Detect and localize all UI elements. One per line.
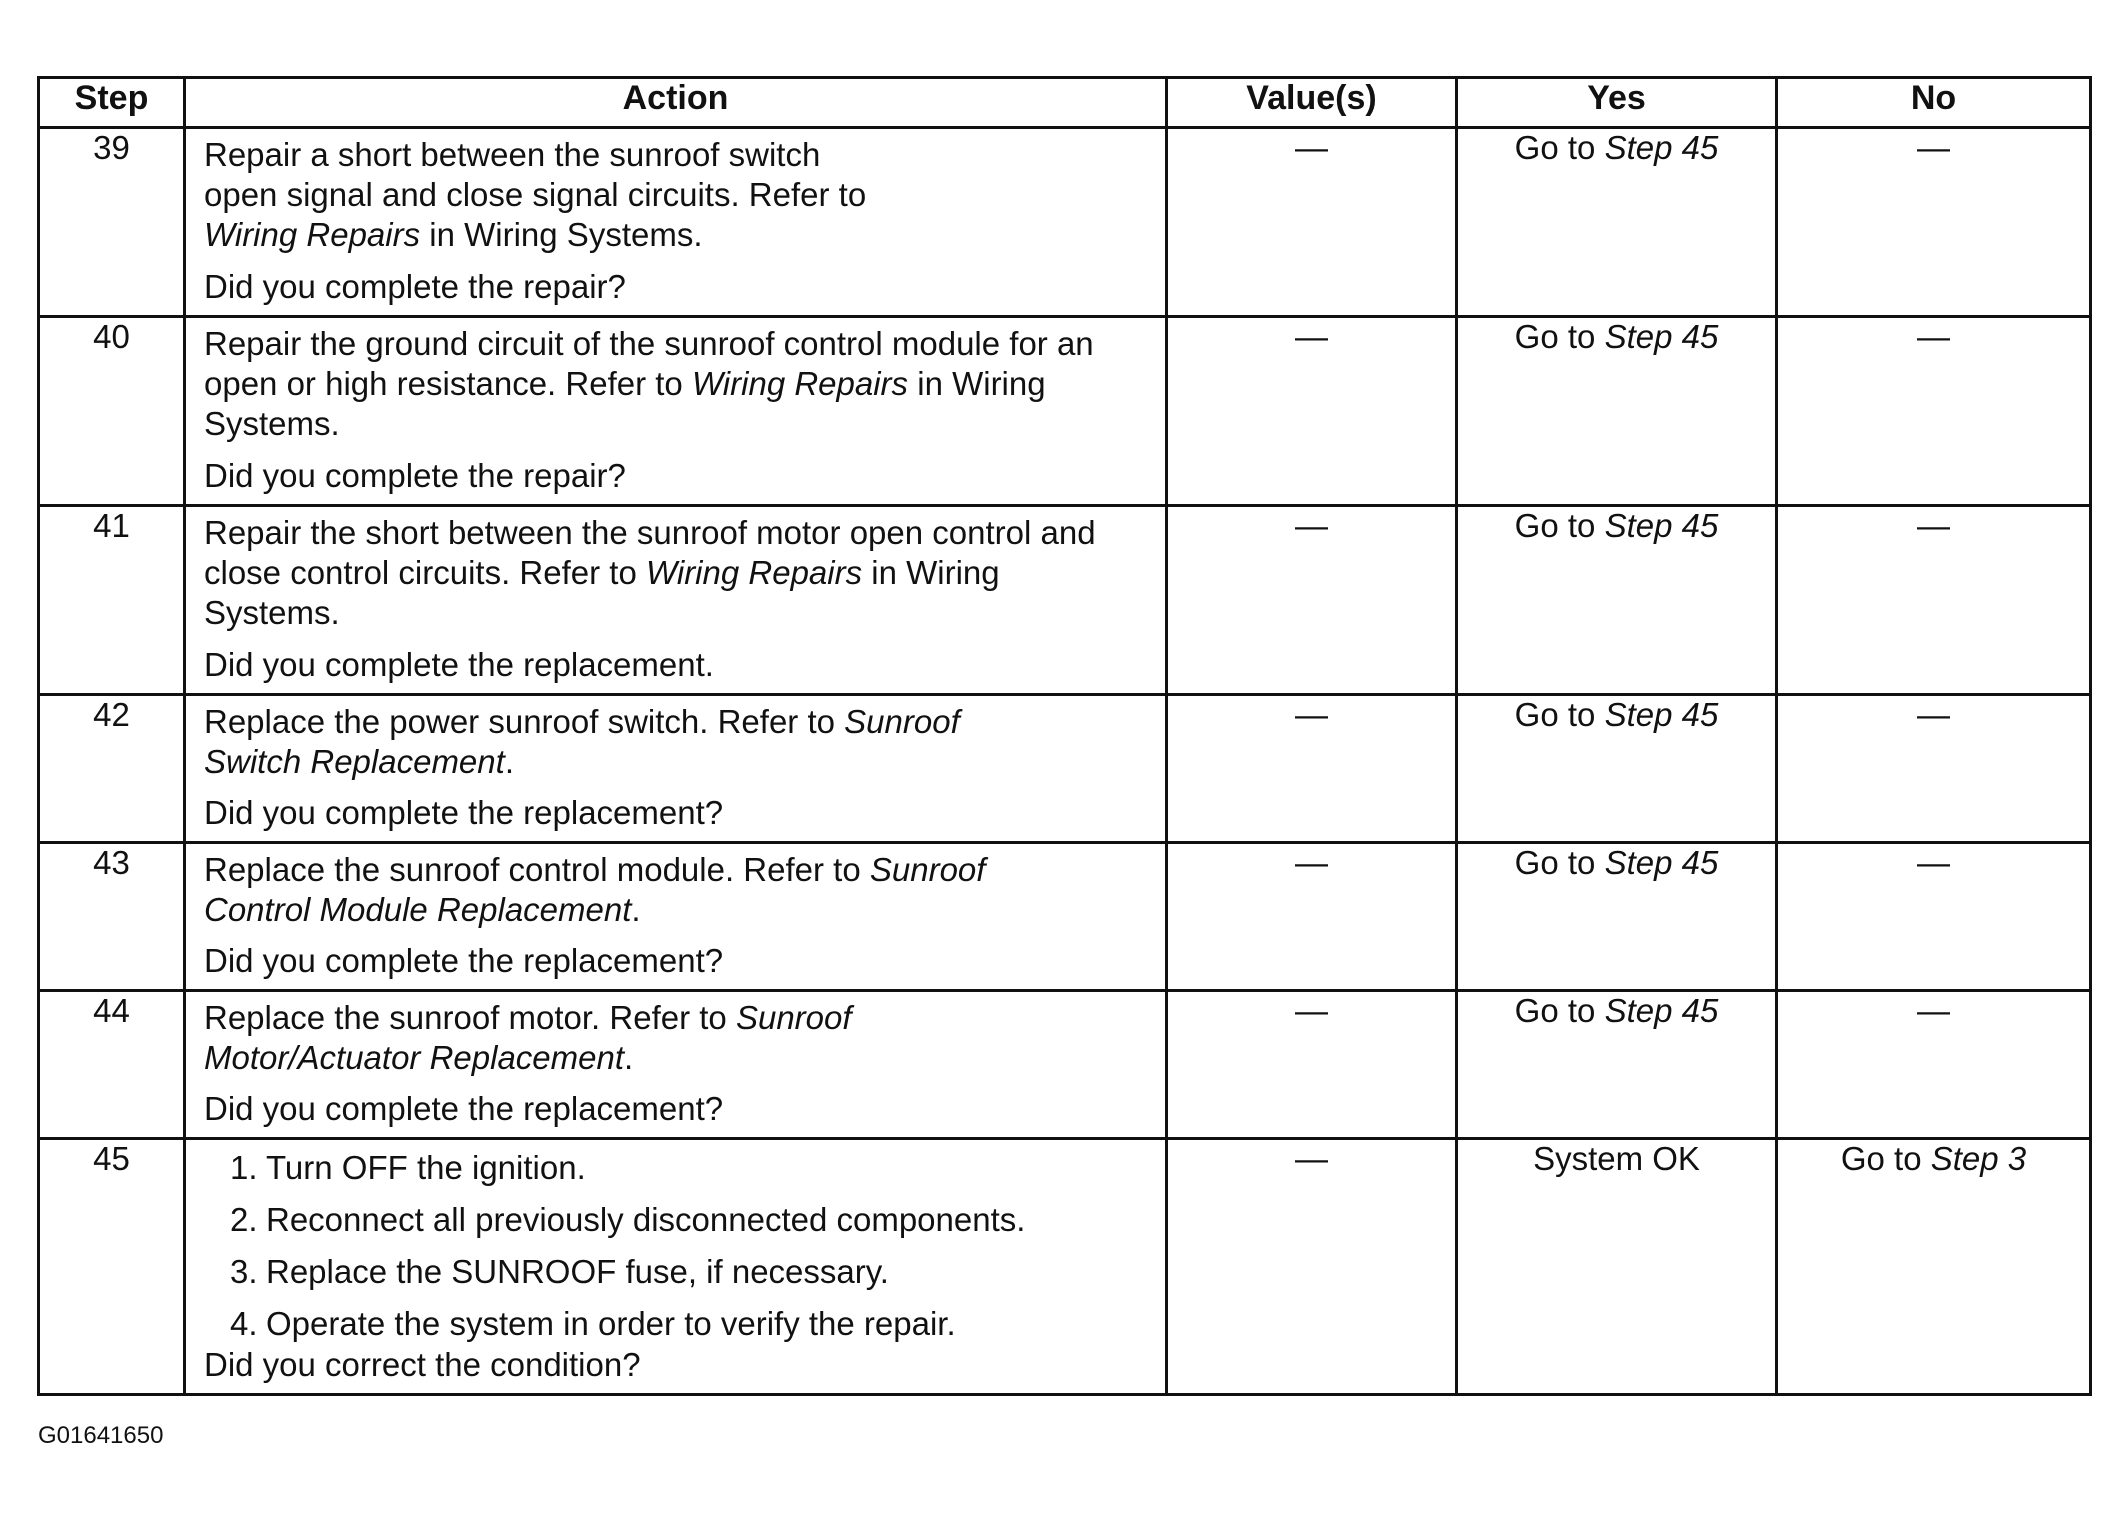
no-cell: —: [1777, 128, 2091, 317]
header-step: Step: [39, 78, 185, 128]
action-text: Repair the short between the sunroof motor open control and close control circuits. Refer to Wiring Repairs in Wiring Systems.: [204, 514, 1096, 631]
step-reference: Step 45: [1604, 318, 1719, 355]
table-row: [39, 1139, 2091, 1395]
step-reference: Step 45: [1604, 507, 1719, 544]
reference-link: Sunroof Control Module Replacement: [204, 851, 986, 928]
yes-cell: Go to Step 45: [1457, 317, 1777, 506]
action-cell: [185, 506, 1167, 695]
action-question: Did you complete the repair?: [204, 268, 626, 305]
list-item: 1. Turn OFF the ignition.: [230, 1149, 586, 1186]
step-reference: Step 3: [1930, 1140, 2027, 1177]
step-reference: Step 45: [1604, 129, 1719, 166]
no-cell: —: [1777, 317, 2091, 506]
action-cell: [185, 317, 1167, 506]
header-no: No: [1777, 78, 2091, 128]
table-row: [39, 128, 2091, 317]
no-cell: —: [1777, 843, 2091, 991]
header-action: Action: [185, 78, 1167, 128]
step-number: 39: [39, 128, 185, 317]
step-number: 45: [39, 1139, 185, 1395]
reference-link: Wiring Repairs: [646, 554, 863, 591]
value-cell: —: [1167, 128, 1457, 317]
yes-cell: Go to Step 45: [1457, 843, 1777, 991]
value-cell: —: [1167, 991, 1457, 1139]
reference-link: Wiring Repairs: [204, 216, 421, 253]
list-item: 2. Reconnect all previously disconnected components.: [230, 1201, 1026, 1238]
table-header-row: [39, 78, 2091, 128]
value-cell: —: [1167, 317, 1457, 506]
substep-list: [204, 1148, 1155, 1344]
list-item: 3. Replace the SUNROOF fuse, if necessary.: [230, 1253, 889, 1290]
action-question: Did you complete the replacement?: [204, 942, 724, 979]
no-cell: —: [1777, 506, 2091, 695]
action-cell: [185, 695, 1167, 843]
yes-cell: Go to Step 45: [1457, 695, 1777, 843]
yes-cell: Go to Step 45: [1457, 991, 1777, 1139]
action-text: Replace the sunroof control module. Refer to Sunroof Control Module Replacement.: [204, 851, 986, 928]
step-number: 42: [39, 695, 185, 843]
action-question: Did you complete the replacement.: [204, 646, 714, 683]
diagnostic-steps-table: [37, 76, 2092, 1396]
action-question: Did you complete the repair?: [204, 457, 626, 494]
action-cell: [185, 128, 1167, 317]
value-cell: —: [1167, 843, 1457, 991]
value-cell: —: [1167, 1139, 1457, 1395]
action-text: Replace the power sunroof switch. Refer to Sunroof Switch Replacement.: [204, 703, 960, 780]
step-number: 40: [39, 317, 185, 506]
step-number: 41: [39, 506, 185, 695]
table-row: [39, 317, 2091, 506]
list-item: 4. Operate the system in order to verify the repair.: [230, 1305, 956, 1342]
action-question: Did you correct the condition?: [204, 1346, 641, 1383]
action-text: [186, 1140, 1165, 1344]
table-row: [39, 695, 2091, 843]
no-cell: —: [1777, 991, 2091, 1139]
no-cell: Go to Step 3: [1777, 1139, 2091, 1395]
action-cell: [185, 843, 1167, 991]
header-yes: Yes: [1457, 78, 1777, 128]
yes-cell: Go to Step 45: [1457, 506, 1777, 695]
no-cell: —: [1777, 695, 2091, 843]
value-cell: —: [1167, 695, 1457, 843]
step-reference: Step 45: [1604, 992, 1719, 1029]
action-text: Replace the sunroof motor. Refer to Sunroof Motor/Actuator Replacement.: [204, 999, 852, 1076]
step-reference: Step 45: [1604, 844, 1719, 881]
table-row: [39, 843, 2091, 991]
action-cell: [185, 991, 1167, 1139]
action-text: Repair the ground circuit of the sunroof control module for an open or high resistance. Refer to Wiring Repairs in Wiring Systems.: [204, 325, 1094, 442]
figure-id: G01641650: [38, 1422, 164, 1449]
header-values: Value(s): [1167, 78, 1457, 128]
reference-link: Sunroof Motor/Actuator Replacement: [204, 999, 852, 1076]
reference-link: Sunroof Switch Replacement: [204, 703, 960, 780]
action-text: Repair a short between the sunroof switch open signal and close signal circuits. Refer to Wiring Repairs in Wiring Systems.: [204, 136, 867, 253]
yes-cell: Go to Step 45: [1457, 128, 1777, 317]
action-question: Did you complete the replacement?: [204, 1090, 724, 1127]
action-cell: [185, 1139, 1167, 1395]
step-reference: Step 45: [1604, 696, 1719, 733]
reference-link: Wiring Repairs: [691, 365, 909, 402]
table-row: [39, 506, 2091, 695]
step-number: 44: [39, 991, 185, 1139]
yes-cell: System OK: [1457, 1139, 1777, 1395]
value-cell: —: [1167, 506, 1457, 695]
action-question: Did you complete the replacement?: [204, 794, 724, 831]
step-number: 43: [39, 843, 185, 991]
table-row: [39, 991, 2091, 1139]
